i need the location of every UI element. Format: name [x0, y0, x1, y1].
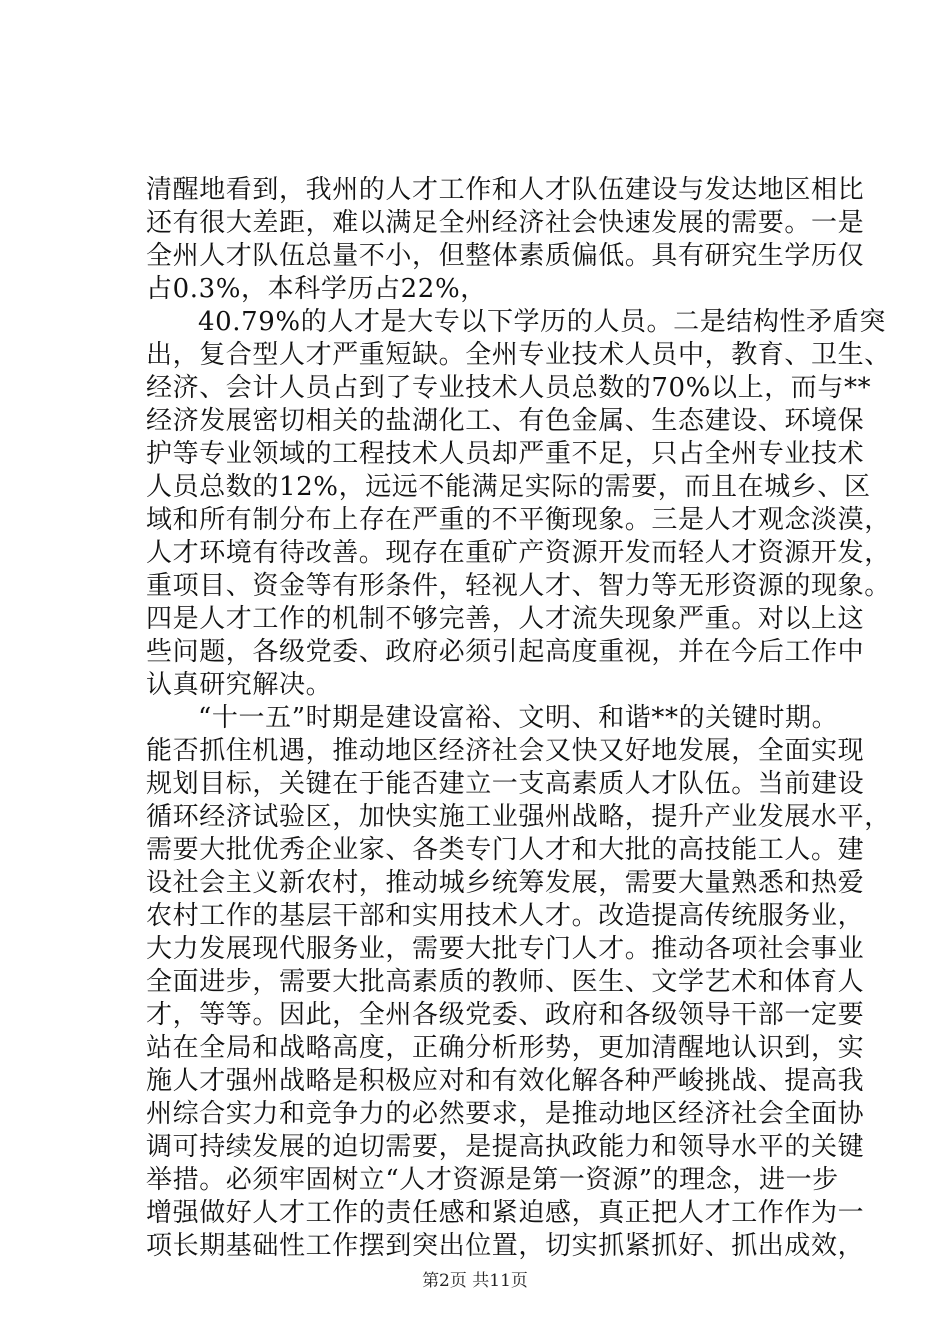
text-line: 出，复合型人才严重短缺。全州专业技术人员中，教育、卫生、 — [146, 340, 891, 370]
text-line: 域和所有制分布上存在严重的不平衡现象。三是人才观念淡漠， — [146, 505, 891, 535]
text-line: 认真研究解决。 — [146, 670, 333, 700]
text-line: 调可持续发展的迫切需要，是提高执政能力和领导水平的关键 — [146, 1132, 865, 1162]
text-line: 举措。必须牢固树立“人才资源是第一资源”的理念，进一步 — [146, 1165, 839, 1195]
text-line: “十一五”时期是建设富裕、文明、和谐**的关键时期。 — [198, 703, 839, 733]
text-line: 大力发展现代服务业，需要大批专门人才。推动各项社会事业 — [146, 934, 865, 964]
body-text — [146, 174, 891, 1263]
text-line: 农村工作的基层干部和实用技术人才。改造提高传统服务业， — [146, 901, 865, 931]
text-line: 护等专业领域的工程技术人员却严重不足，只占全州专业技术 — [146, 439, 865, 469]
text-line: 才，等等。因此，全州各级党委、政府和各级领导干部一定要 — [146, 1000, 865, 1030]
text-line: 还有很大差距，难以满足全州经济社会快速发展的需要。一是 — [146, 208, 865, 238]
text-line: 项长期基础性工作摆到突出位置，切实抓紧抓好、抓出成效， — [146, 1231, 865, 1261]
text-line: 施人才强州战略是积极应对和有效化解各种严峻挑战、提高我 — [146, 1066, 865, 1096]
text-line: 清醒地看到，我州的人才工作和人才队伍建设与发达地区相比 — [146, 175, 865, 205]
text-line: 州综合实力和竞争力的必然要求，是推动地区经济社会全面协 — [146, 1099, 865, 1129]
text-line: 设社会主义新农村，推动城乡统筹发展，需要大量熟悉和热爱 — [146, 868, 865, 898]
text-line: 循环经济试验区，加快实施工业强州战略，提升产业发展水平， — [146, 802, 891, 832]
text-line: 经济、会计人员占到了专业技术人员总数的70%以上，而与** — [146, 373, 872, 403]
text-line: 重项目、资金等有形条件，轻视人才、智力等无形资源的现象。 — [146, 571, 891, 601]
page-footer: 第2页 共11页 — [422, 1271, 528, 1291]
text-line: 四是人才工作的机制不够完善，人才流失现象严重。对以上这 — [146, 604, 865, 634]
text-line: 人员总数的12%，远远不能满足实际的需要，而且在城乡、区 — [146, 472, 871, 502]
text-line: 增强做好人才工作的责任感和紧迫感，真正把人才工作作为一 — [146, 1198, 865, 1228]
text-line: 全面进步，需要大批高素质的教师、医生、文学艺术和体育人 — [146, 967, 865, 997]
text-line: 规划目标，关键在于能否建立一支高素质人才队伍。当前建设 — [146, 769, 865, 799]
text-line: 全州人才队伍总量不小，但整体素质偏低。具有研究生学历仅 — [146, 241, 865, 271]
text-line: 经济发展密切相关的盐湖化工、有色金属、生态建设、环境保 — [146, 406, 865, 436]
text-line: 占0.3%，本科学历占22%， — [146, 274, 487, 304]
text-line: 需要大批优秀企业家、各类专门人才和大批的高技能工人。建 — [146, 835, 865, 865]
text-line: 能否抓住机遇，推动地区经济社会又快又好地发展，全面实现 — [146, 736, 865, 766]
text-line: 站在全局和战略高度，正确分析形势，更加清醒地认识到，实 — [146, 1033, 865, 1063]
text-line: 些问题，各级党委、政府必须引起高度重视，并在今后工作中 — [146, 637, 865, 667]
text-line: 人才环境有待改善。现存在重矿产资源开发而轻人才资源开发， — [146, 538, 891, 568]
text-line: 40.79%的人才是大专以下学历的人员。二是结构性矛盾突 — [198, 307, 886, 337]
